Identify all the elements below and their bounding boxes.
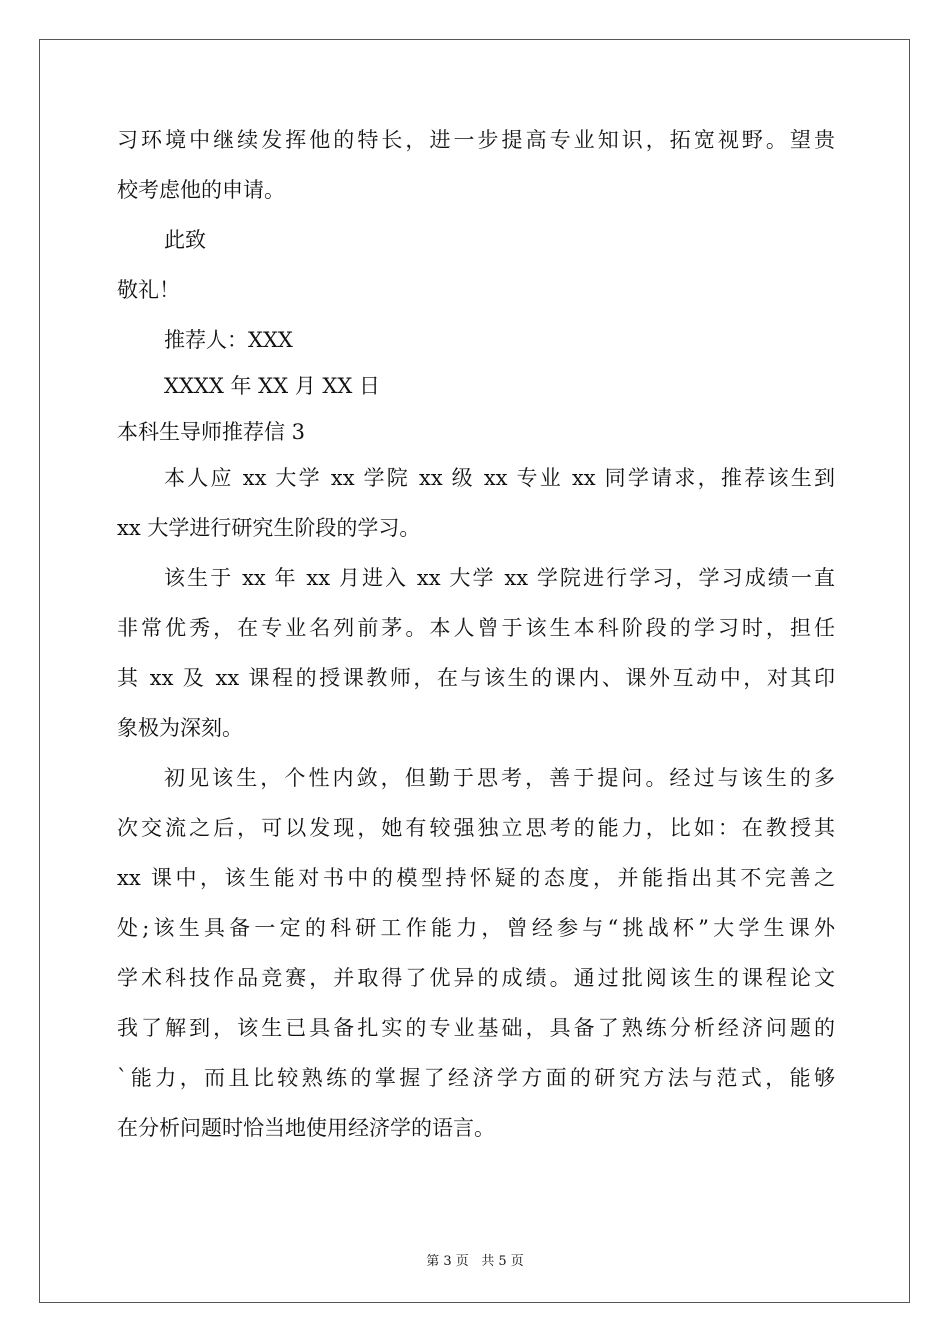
paragraph-background: [117, 566, 835, 741]
text-line: 学术科技作品竞赛，并取得了优异的成绩。通过批阅该生的课程论文: [117, 966, 835, 990]
paragraph-evaluation: [117, 766, 835, 1141]
recommender-signature: 推荐人：XXX: [164, 328, 293, 352]
text-line: 处;该生具备一定的科研工作能力，曾经参与“挑战杯”大学生课外: [117, 916, 835, 940]
text-line: 非常优秀，在专业名列前茅。本人曾于该生本科阶段的学习时，担任: [117, 616, 835, 640]
text-line: 我了解到，该生已具备扎实的专业基础，具备了熟练分析经济问题的: [117, 1016, 835, 1040]
closing-salutation: 此致: [164, 228, 206, 252]
text-line: xx 课中，该生能对书中的模型持怀疑的态度，并能指出其不完善之: [117, 866, 835, 890]
text-line: 象极为深刻。: [117, 716, 243, 740]
text-line: 初见该生，个性内敛，但勤于思考，善于提问。经过与该生的多: [164, 766, 835, 790]
paragraph-continuation: [117, 128, 835, 203]
letter-date: XXXX 年 XX 月 XX 日: [164, 374, 380, 398]
text-line: 本人应 xx 大学 xx 学院 xx 级 xx 专业 xx 同学请求，推荐该生到: [164, 466, 835, 490]
page-footer: 第 3 页 共 5 页: [426, 1254, 524, 1269]
text-line: 在分析问题时恰当地使用经济学的语言。: [117, 1116, 495, 1140]
text-line: 次交流之后，可以发现，她有较强独立思考的能力，比如：在教授其: [117, 816, 835, 840]
document-body: [117, 128, 835, 1141]
text-line: 校考虑他的申请。: [117, 178, 285, 202]
section-heading: 本科生导师推荐信 3: [117, 420, 306, 444]
closing-respect: 敬礼！: [117, 278, 180, 302]
text-line: 其 xx 及 xx 课程的授课教师，在与该生的课内、课外互动中，对其印: [117, 666, 835, 690]
paragraph-request: [117, 466, 835, 541]
text-line: 该生于 xx 年 xx 月进入 xx 大学 xx 学院进行学习，学习成绩一直: [164, 566, 835, 590]
text-line: 习环境中继续发挥他的特长，进一步提高专业知识，拓宽视野。望贵: [117, 128, 835, 152]
text-line: `能力，而且比较熟练的掌握了经济学方面的研究方法与范式，能够: [117, 1066, 835, 1090]
text-line: xx 大学进行研究生阶段的学习。: [117, 516, 421, 540]
